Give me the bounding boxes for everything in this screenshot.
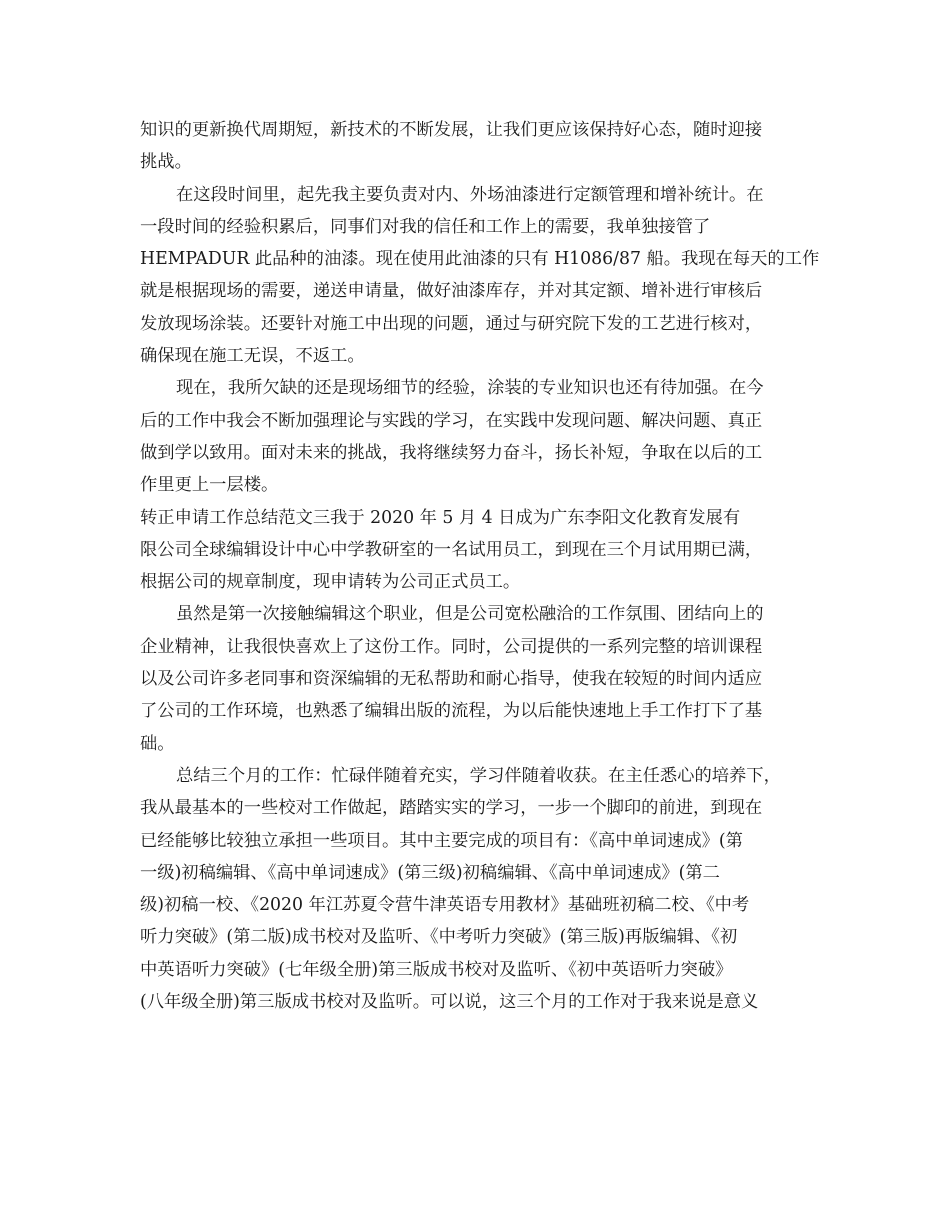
text-line: 听力突破》(第二版)成书校对及监听、《中考听力突破》(第三版)再版编辑、《初 [140,927,738,948]
text-run: 我于 2020 年 5 月 4 日成为广东李阳文化教育发展有 [330,507,741,528]
paragraph-three-month-summary [140,760,823,1018]
text-line: 知识的更新换代周期短，新技术的不断发展，让我们更应该保持好心态，随时迎接 [140,120,763,140]
text-line: (八年级全册)第三版成书校对及监听。可以说，这三个月的工作对于我来说是意义 [140,992,759,1013]
text-line: 我从最基本的一些校对工作做起，踏踏实实的学习，一步一个脚印的前进，到现在 [140,798,763,819]
text-line: 现在，我所欠缺的还是现场细节的经验，涂装的专业知识也还有待加强。在今 [176,378,764,399]
text-line: 虽然是第一次接触编辑这个职业，但是公司宽松融洽的工作氛围、团结向上的 [176,604,764,625]
section-heading: 转正申请工作总结范文三 [140,507,331,528]
text-line: 总结三个月的工作：忙碌伴随着充实，学习伴随着收获。在主任悉心的培养下， [176,765,781,786]
text-line: 挑战。 [140,152,192,173]
paragraph-first-contact [140,598,823,759]
text-line: 限公司全球编辑设计中心中学教研室的一名试用员工，到现在三个月试用期已满， [140,539,763,560]
text-line: HEMPADUR 此品种的油漆。现在使用此油漆的只有 H1086/87 船。我现在每天的工作 [140,249,820,270]
paragraph-sample-three [140,502,823,599]
text-line: 根据公司的规章制度，现申请转为公司正式员工。 [140,572,521,593]
text-line: 了公司的工作环境，也熟悉了编辑出版的流程，为以后能快速地上手工作打下了基 [140,701,763,722]
text-line: 就是根据现场的需要，递送申请量，做好油漆库存，并对其定额、增补进行审核后 [140,281,763,302]
text-line: 在这段时间里，起先我主要负责对内、外场油漆进行定额管理和增补统计。在 [176,184,764,205]
text-line: 中英语听力突破》(七年级全册)第三版成书校对及监听、《初中英语听力突破》 [140,959,733,980]
text-line: 确保现在施工无误，不返工。 [140,346,365,367]
text-line: 以及公司许多老同事和资深编辑的无私帮助和耐心指导，使我在较短的时间内适应 [140,669,763,690]
text-line: 企业精神，让我很快喜欢上了这份工作。同时，公司提供的一系列完整的培训课程 [140,636,763,657]
text-line: 发放现场涂装。还要针对施工中出现的问题，通过与研究院下发的工艺进行核对， [140,313,763,334]
section-heading-line [140,502,823,534]
text-line: 一段时间的经验积累后，同事们对我的信任和工作上的需要，我单独接管了 [140,216,711,237]
text-line: 已经能够比较独立承担一些项目。其中主要完成的项目有：《高中单词速成》(第 [140,830,743,851]
document-body [140,114,823,1018]
text-line: 作里更上一层楼。 [140,475,279,496]
paragraph-paint-management [140,179,823,373]
text-line: 做到学以致用。面对未来的挑战，我将继续努力奋斗，扬长补短，争取在以后的工 [140,442,763,463]
paragraph-shortcomings [140,372,823,501]
text-line: 级)初稿一校、《2020 年江苏夏令营牛津英语专用教材》基础班初稿二校、《中考 [140,895,750,916]
text-line: 一级)初稿编辑、《高中单词速成》(第三级)初稿编辑、《高中单词速成》(第二 [140,862,720,883]
text-line: 后的工作中我会不断加强理论与实践的学习，在实践中发现问题、解决问题、真正 [140,410,763,431]
paragraph-continuation [140,114,823,179]
text-line: 础。 [140,733,175,754]
